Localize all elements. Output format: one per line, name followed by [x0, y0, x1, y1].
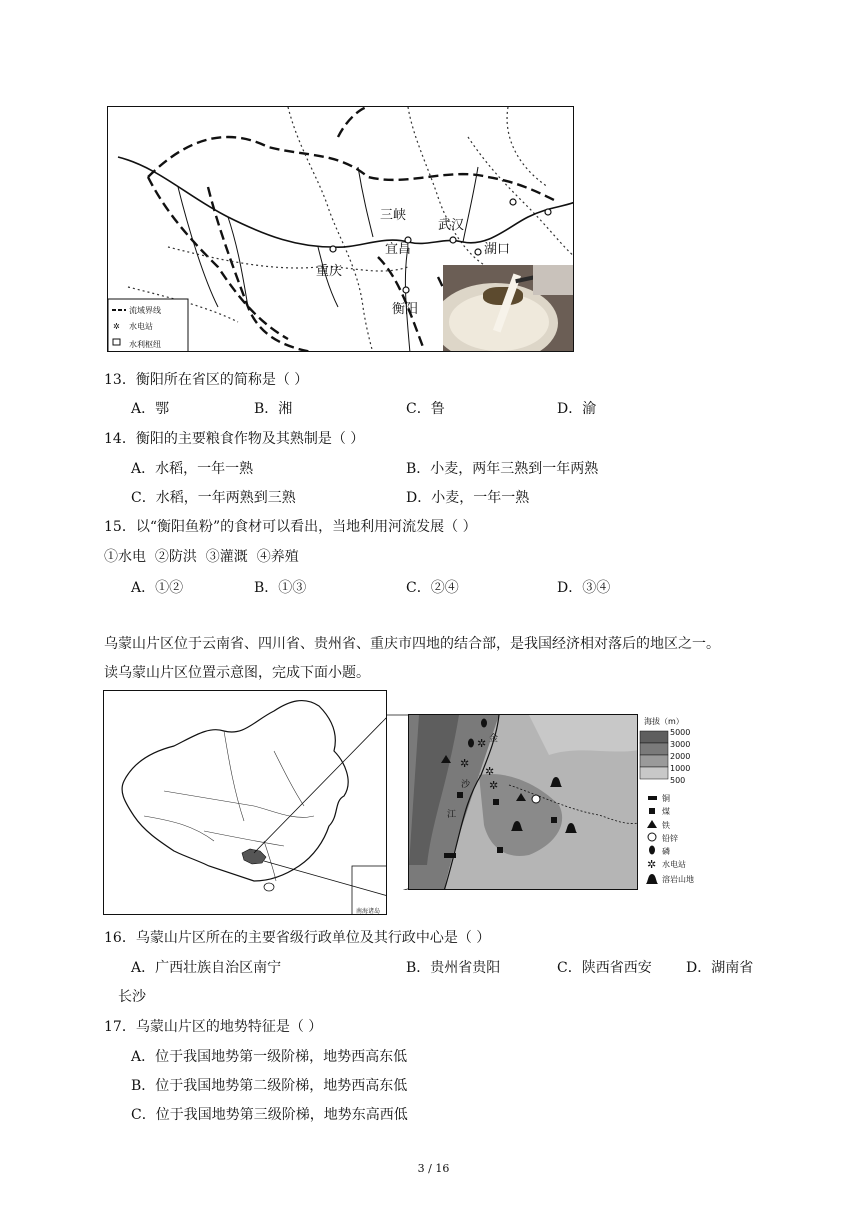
wumeng-detail-map: [408, 714, 638, 890]
q15-stem: 15．以“衡阳鱼粉”的食材可以看出，当地利用河流发展（ ）: [104, 519, 477, 535]
svg-text:✲: ✲: [485, 765, 495, 778]
q14-stem: 14．衡阳的主要粮食作物及其熟制是（ ）: [104, 431, 365, 447]
intro-line-2: 读乌蒙山片区位置示意图，完成下面小题。: [104, 665, 370, 681]
china-location-map: [103, 690, 387, 915]
q16-option-c[interactable]: C．陕西省西安: [557, 960, 652, 976]
q17-option-a[interactable]: A．位于我国地势第一级阶梯，地势西高东低: [131, 1049, 408, 1065]
svg-text:✲: ✲: [647, 858, 657, 871]
legend-hydropower: 水电站: [129, 322, 153, 331]
legend-hydropower-station: 水电站: [662, 860, 686, 869]
svg-text:✲: ✲: [460, 757, 470, 770]
legend-hub: 水利枢纽: [129, 340, 161, 349]
q16-option-b[interactable]: B．贵州省贵阳: [406, 960, 501, 976]
city-chongqing: 重庆: [316, 264, 343, 279]
q15-option-c[interactable]: C．②④: [406, 580, 459, 596]
city-hengyang: 衡阳: [392, 302, 419, 317]
river-label-sha: 沙: [461, 780, 471, 790]
legend-elevation-title: 海拔（m）: [644, 717, 684, 726]
legend-karst: 溶岩山地: [662, 875, 694, 884]
q15-option-b[interactable]: B．①③: [254, 580, 307, 596]
q13-option-c[interactable]: C．鲁: [406, 401, 445, 417]
inset-label: 南海诸岛: [356, 908, 381, 915]
city-wuhan: 武汉: [438, 218, 465, 233]
elev-1000: 1000: [670, 764, 691, 773]
svg-text:✲: ✲: [489, 779, 499, 792]
q14-option-a[interactable]: A．水稻，一年一熟: [131, 461, 254, 477]
svg-text:✲: ✲: [113, 322, 120, 331]
city-hukou: 湖口: [484, 242, 511, 257]
q16-option-d[interactable]: D．湖南省: [686, 960, 754, 976]
q15-items: ①水电 ②防洪 ③灌溉 ④养殖: [104, 549, 299, 565]
fish-noodle-photo: [443, 265, 574, 352]
elev-2000: 2000: [670, 752, 691, 761]
page-number: 3 / 16: [417, 1162, 450, 1175]
q16-option-a[interactable]: A．广西壮族自治区南宁: [131, 960, 282, 976]
q13-option-b[interactable]: B．湘: [254, 401, 293, 417]
elev-5000: 5000: [670, 728, 691, 737]
city-sanxia: 三峡: [380, 208, 407, 223]
q15-option-d[interactable]: D．③④: [557, 580, 611, 596]
city-yichang: 宜昌: [385, 242, 412, 257]
q13-option-d[interactable]: D．渝: [557, 401, 597, 417]
elev-3000: 3000: [670, 740, 691, 749]
q17-option-b[interactable]: B．位于我国地势第二级阶梯，地势西高东低: [131, 1078, 408, 1094]
q16-option-d-continued: 长沙: [118, 989, 146, 1005]
river-label-jiang: 江: [447, 810, 457, 820]
q16-stem: 16．乌蒙山片区所在的主要省级行政单位及其行政中心是（ ）: [104, 930, 491, 946]
q17-stem: 17．乌蒙山片区的地势特征是（ ）: [104, 1019, 323, 1035]
legend-coal: 煤: [662, 807, 670, 816]
q14-option-d[interactable]: D．小麦，一年一熟: [406, 490, 530, 506]
legend-boundary: 流域界线: [129, 306, 161, 315]
q14-option-c[interactable]: C．水稻，一年两熟到三熟: [131, 490, 296, 506]
legend-phosphorus: 磷: [662, 847, 670, 856]
wumeng-legend: [638, 714, 718, 894]
yangtze-basin-map: [107, 106, 574, 352]
q13-option-a[interactable]: A．鄂: [131, 401, 170, 417]
q13-stem: 13．衡阳所在省区的简称是（ ）: [104, 372, 309, 388]
legend-lead-zinc: 铅锌: [662, 834, 678, 843]
elev-500: 500: [670, 776, 686, 785]
q15-option-a[interactable]: A．①②: [131, 580, 184, 596]
river-label-jin: 金: [489, 734, 499, 744]
legend-iron: 铁: [662, 821, 670, 830]
q14-option-b[interactable]: B．小麦，两年三熟到一年两熟: [406, 461, 599, 477]
china-outline-drawing: [104, 691, 387, 915]
legend-copper: 铜: [662, 794, 670, 803]
intro-line-1: 乌蒙山片区位于云南省、四川省、贵州省、重庆市四地的结合部，是我国经济相对落后的地区之一。: [104, 636, 720, 652]
wumeng-terrain-drawing: [409, 715, 638, 890]
svg-text:✲: ✲: [477, 737, 487, 750]
q17-option-c[interactable]: C．位于我国地势第三级阶梯，地势东高西低: [131, 1107, 408, 1123]
